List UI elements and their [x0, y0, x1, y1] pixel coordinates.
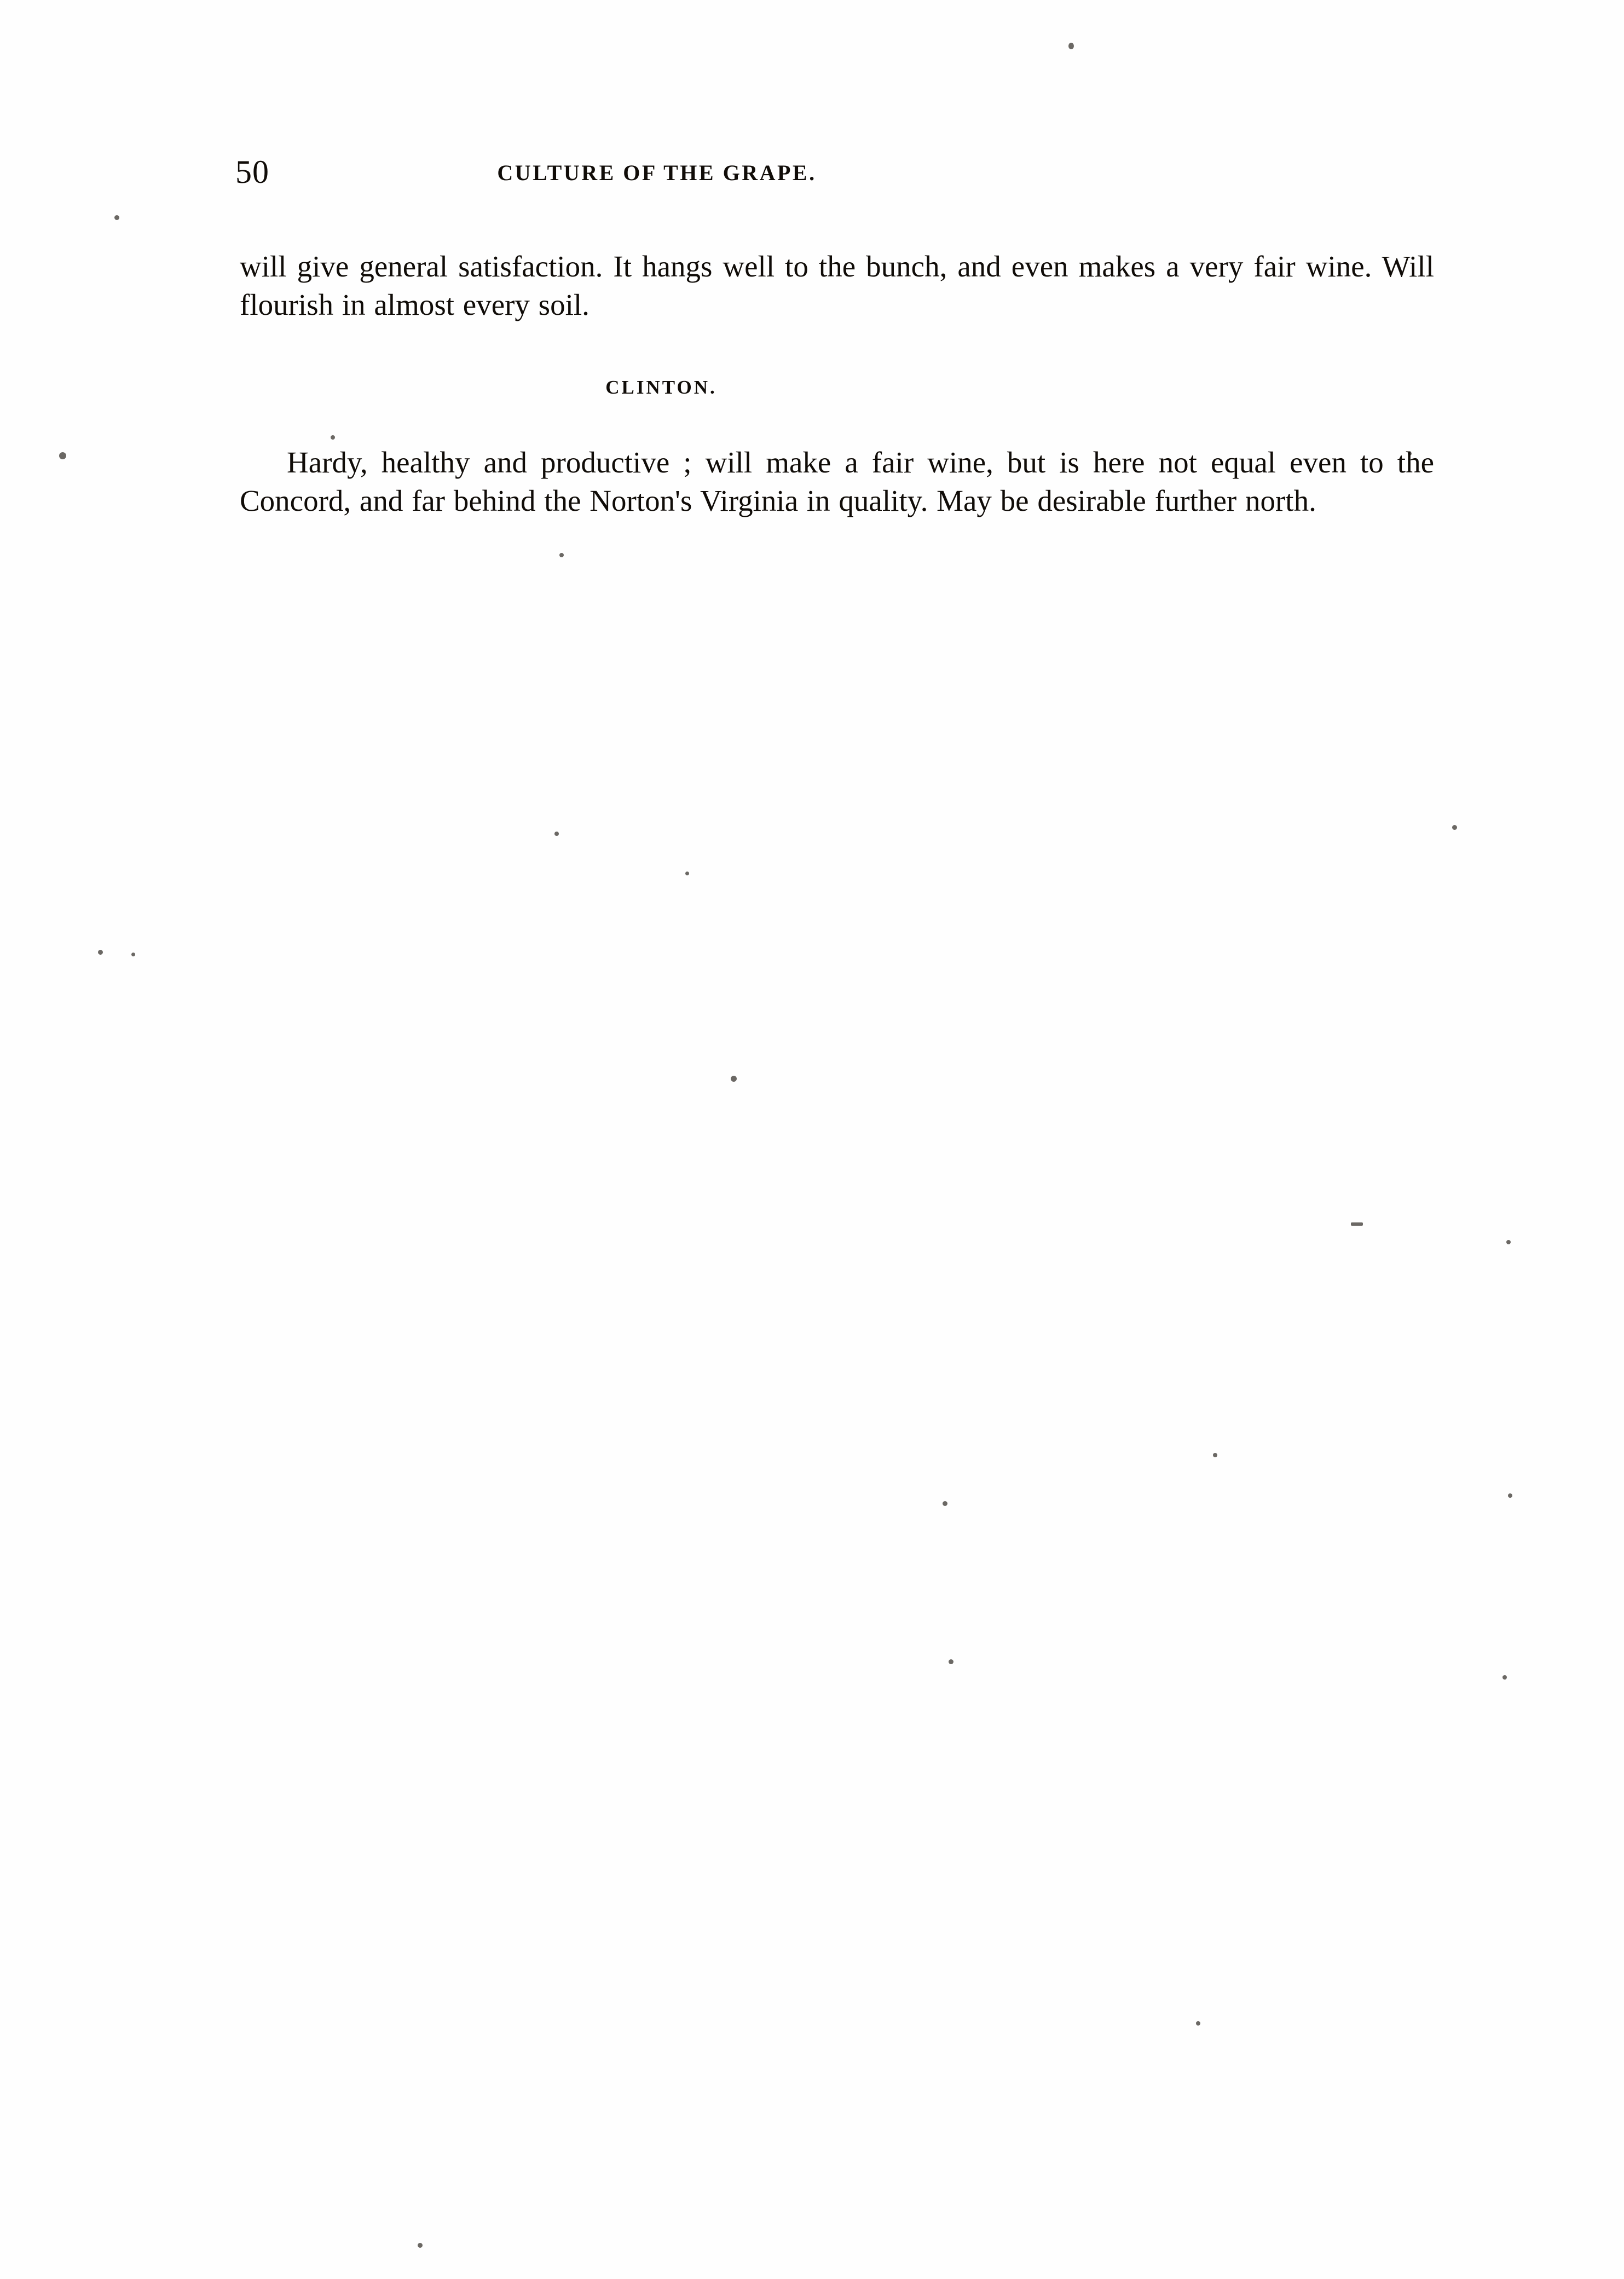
scan-speck	[1508, 1493, 1512, 1498]
scan-speck	[59, 452, 66, 459]
page-number: 50	[235, 154, 269, 190]
scan-speck	[1213, 1453, 1217, 1457]
scan-speck	[731, 1076, 737, 1082]
scan-speck	[418, 2243, 423, 2248]
scan-speck	[554, 832, 559, 836]
scan-speck	[1506, 1240, 1511, 1244]
body-text	[240, 247, 1434, 520]
scan-speck	[98, 950, 103, 955]
scan-speck	[1502, 1675, 1507, 1680]
scan-speck	[131, 953, 135, 956]
page-header	[235, 154, 1429, 197]
scan-speck	[1196, 2021, 1200, 2026]
scan-speck	[949, 1659, 953, 1664]
scan-speck	[559, 553, 564, 557]
scan-speck	[1068, 43, 1074, 49]
scan-speck	[1452, 825, 1457, 830]
scan-speck	[114, 215, 119, 220]
scan-speck	[685, 872, 689, 875]
paragraph-clinton: Hardy, healthy and productive ; will make a fair wine, but is here not equal even to the Concord, and far behind the Norton's Virginia in quality. May be desirable further north.	[240, 445, 1434, 517]
variety-subheading: CLINTON.	[605, 376, 717, 398]
paragraph-continued: will give general satisfaction. It hangs well to the bunch, and even makes a very fair wine. Will flourish in almost every soil.	[240, 250, 1434, 321]
running-title: CULTURE OF THE GRAPE.	[497, 160, 817, 185]
scan-speck	[1351, 1222, 1363, 1226]
scan-speck	[943, 1501, 947, 1506]
